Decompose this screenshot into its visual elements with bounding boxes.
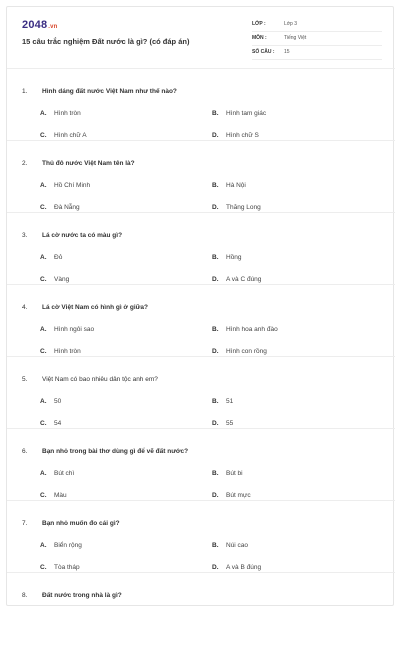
option-letter: C.: [40, 132, 47, 139]
option-text: Hình chữ A: [54, 132, 87, 139]
meta-label: LỚP :: [252, 21, 266, 27]
option-d[interactable]: [212, 492, 251, 499]
option-letter: A.: [40, 110, 47, 117]
meta-label: SỐ CÂU :: [252, 49, 275, 55]
option-b[interactable]: [212, 542, 248, 549]
option-text: Hình tròn: [54, 348, 81, 355]
option-d[interactable]: [212, 204, 261, 211]
option-letter: A.: [40, 470, 47, 477]
meta-label: MÔN :: [252, 35, 267, 41]
option-letter: D.: [212, 420, 219, 427]
question-list: [7, 69, 395, 645]
option-letter: A.: [40, 182, 47, 189]
question-text: Hình dáng đất nước Việt Nam như thế nào?: [42, 88, 177, 95]
option-a[interactable]: [40, 542, 82, 549]
option-text: Vàng: [54, 276, 70, 283]
quiz-title: 15 câu trắc nghiệm Đất nước là gì? (có đáp án): [22, 37, 190, 46]
option-letter: B.: [212, 182, 219, 189]
question-number: 7.: [22, 520, 28, 527]
option-d[interactable]: [212, 348, 267, 355]
option-letter: A.: [40, 542, 47, 549]
option-text: Hình con rồng: [226, 348, 267, 355]
quiz-header: [7, 7, 395, 69]
option-d[interactable]: [212, 276, 261, 283]
question-4: [7, 285, 395, 357]
option-b[interactable]: [212, 398, 233, 405]
question-number: 8.: [22, 592, 28, 599]
question-text: Bạn nhỏ trong bài thơ dùng gì để vẽ đất nước?: [42, 448, 189, 455]
option-d[interactable]: [212, 132, 259, 139]
option-a[interactable]: [40, 182, 90, 189]
option-text: Hình hoa anh đào: [226, 326, 278, 333]
option-text: Hồ Chí Minh: [54, 182, 91, 189]
option-letter: D.: [212, 564, 219, 571]
option-a[interactable]: [40, 398, 61, 405]
option-text: Màu: [54, 492, 67, 499]
meta-value: Tiếng Việt: [284, 35, 307, 41]
option-letter: C.: [40, 204, 47, 211]
option-text: Hà Nội: [226, 182, 246, 189]
option-text: Hình ngôi sao: [54, 326, 95, 333]
option-letter: A.: [40, 398, 47, 405]
question-number: 5.: [22, 376, 28, 383]
option-c[interactable]: [40, 348, 81, 355]
option-letter: B.: [212, 542, 219, 549]
option-letter: C.: [40, 276, 47, 283]
option-letter: B.: [212, 470, 219, 477]
option-text: Hình tam giác: [226, 110, 267, 117]
option-text: Hình chữ S: [226, 132, 259, 139]
option-text: A và B đúng: [226, 564, 262, 571]
option-a[interactable]: [40, 470, 74, 477]
question-number: 2.: [22, 160, 28, 167]
option-text: Đà Nẵng: [54, 204, 80, 211]
option-letter: D.: [212, 204, 219, 211]
site-logo[interactable]: [22, 19, 58, 31]
option-a[interactable]: [40, 326, 94, 333]
option-b[interactable]: [212, 326, 278, 333]
question-number: 6.: [22, 448, 28, 455]
option-letter: D.: [212, 492, 219, 499]
option-d[interactable]: [212, 564, 261, 571]
question-text: Lá cờ Việt Nam có hình gì ở giữa?: [42, 304, 148, 311]
option-d[interactable]: [212, 420, 233, 427]
option-letter: C.: [40, 564, 47, 571]
question-number: 1.: [22, 88, 28, 95]
question-1: [7, 69, 395, 141]
quiz-meta: [252, 19, 382, 61]
option-letter: C.: [40, 348, 47, 355]
option-text: Bút chì: [54, 470, 75, 477]
option-b[interactable]: [212, 470, 243, 477]
option-text: Thăng Long: [226, 204, 261, 211]
option-text: 50: [54, 398, 62, 405]
option-text: Đỏ: [54, 254, 63, 261]
meta-value: 15: [284, 49, 290, 55]
logo-main: 2048: [22, 19, 48, 31]
option-letter: D.: [212, 276, 219, 283]
option-text: 54: [54, 420, 62, 427]
quiz-page: [6, 6, 394, 606]
option-letter: D.: [212, 348, 219, 355]
option-text: Hình tròn: [54, 110, 81, 117]
option-c[interactable]: [40, 132, 87, 139]
meta-row-subject: [252, 33, 382, 46]
option-text: Biển rộng: [54, 542, 82, 549]
option-text: Bút bi: [226, 470, 243, 477]
option-text: A và C đúng: [226, 276, 262, 283]
question-text: Đất nước trong nhà là gì?: [42, 592, 122, 599]
option-letter: B.: [212, 254, 219, 261]
option-c[interactable]: [40, 492, 67, 499]
question-number: 4.: [22, 304, 28, 311]
meta-row-class: [252, 19, 382, 32]
option-letter: C.: [40, 492, 47, 499]
option-text: Tòa tháp: [54, 564, 80, 571]
question-text: Thủ đô nước Việt Nam tên là?: [42, 160, 135, 167]
option-c[interactable]: [40, 204, 80, 211]
option-text: 55: [226, 420, 234, 427]
option-a[interactable]: [40, 254, 62, 261]
option-b[interactable]: [212, 254, 242, 261]
option-b[interactable]: [212, 182, 246, 189]
meta-row-count: [252, 47, 382, 60]
question-3: [7, 213, 395, 285]
question-5: [7, 357, 395, 429]
option-letter: A.: [40, 254, 47, 261]
option-letter: B.: [212, 398, 219, 405]
meta-value: Lớp 3: [284, 21, 298, 27]
option-letter: C.: [40, 420, 47, 427]
option-a[interactable]: [40, 110, 81, 117]
option-text: Hồng: [226, 254, 242, 261]
question-text: Bạn nhỏ muốn đo cái gì?: [42, 520, 120, 527]
question-text: Việt Nam có bao nhiêu dân tộc anh em?: [42, 376, 158, 383]
logo-tld: .vn: [48, 24, 58, 30]
question-2: [7, 141, 395, 213]
question-number: 3.: [22, 232, 28, 239]
option-letter: A.: [40, 326, 47, 333]
option-c[interactable]: [40, 276, 69, 283]
option-letter: D.: [212, 132, 219, 139]
option-b[interactable]: [212, 110, 266, 117]
option-c[interactable]: [40, 564, 80, 571]
option-c[interactable]: [40, 420, 61, 427]
question-6: [7, 429, 395, 501]
question-8: [7, 573, 395, 645]
option-text: Núi cao: [226, 542, 249, 549]
question-text: Lá cờ nước ta có màu gì?: [42, 232, 123, 239]
question-7: [7, 501, 395, 573]
option-text: Bút mực: [226, 492, 251, 499]
option-letter: B.: [212, 326, 219, 333]
option-letter: B.: [212, 110, 219, 117]
option-text: 51: [226, 398, 234, 405]
